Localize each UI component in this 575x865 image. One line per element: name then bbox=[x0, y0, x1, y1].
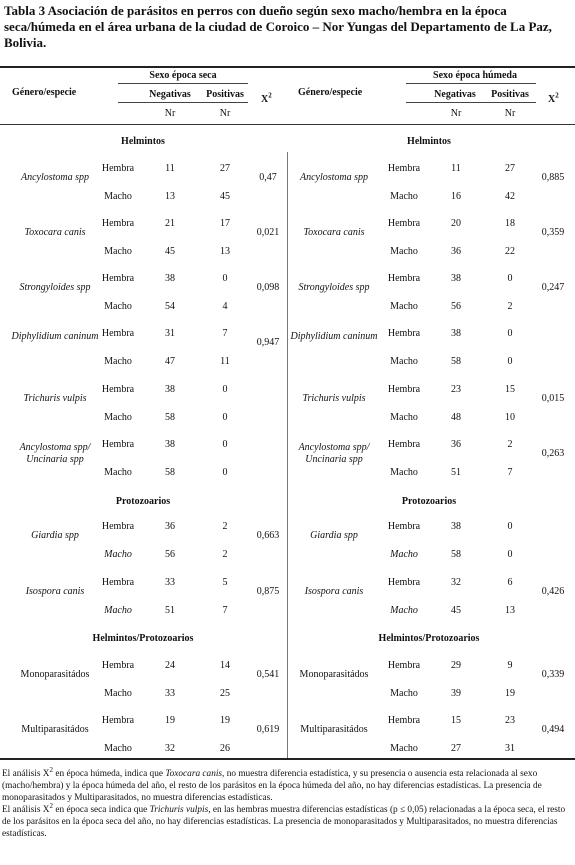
wet-positive-count: 9 bbox=[507, 660, 513, 671]
dry-sex-label: Hembra bbox=[101, 715, 135, 726]
wet-chi-square-value: 0,885 bbox=[541, 172, 565, 183]
wet-negative-count: 15 bbox=[451, 715, 461, 726]
dry-parasite-name: Ancylostoma spp bbox=[20, 172, 90, 183]
dry-negative-count: 54 bbox=[165, 301, 175, 312]
dry-parasite-name: Strongyloides spp bbox=[19, 282, 91, 293]
dry-positive-count: 4 bbox=[222, 301, 228, 312]
dry-sex-label: Macho bbox=[104, 191, 132, 202]
dry-sex-label: Hembra bbox=[101, 328, 135, 339]
wet-sex-label: Macho bbox=[390, 743, 418, 754]
wet-negative-count: 36 bbox=[451, 246, 461, 257]
section-heading-helmintos-right: Helmintos bbox=[407, 136, 451, 147]
nr-header-right-pos: Nr bbox=[504, 108, 516, 119]
wet-chi-square-value: 0,247 bbox=[541, 282, 565, 293]
dry-sex-label: Macho bbox=[104, 467, 132, 478]
wet-sex-label: Hembra bbox=[387, 384, 421, 395]
dry-sex-label: Hembra bbox=[101, 660, 135, 671]
wet-sex-label: Hembra bbox=[387, 660, 421, 671]
dry-positive-count: 19 bbox=[220, 715, 230, 726]
wet-negative-count: 38 bbox=[451, 273, 461, 284]
dry-negative-count: 58 bbox=[165, 412, 175, 423]
dry-negative-count: 38 bbox=[165, 273, 175, 284]
dry-parasite-name: Monoparasitádos bbox=[20, 669, 90, 680]
dry-sex-label: Hembra bbox=[101, 273, 135, 284]
dry-chi-square-value: 0,619 bbox=[256, 724, 280, 735]
dry-chi-square-value: 0,47 bbox=[259, 172, 277, 183]
wet-chi-square-value: 0,494 bbox=[541, 724, 565, 735]
wet-negative-count: 58 bbox=[451, 356, 461, 367]
wet-parasite-name: Strongyloides spp bbox=[298, 282, 370, 293]
wet-positive-count: 19 bbox=[505, 688, 515, 699]
dry-sex-label: Macho bbox=[104, 743, 132, 754]
genus-header-right: Género/especie bbox=[298, 87, 363, 98]
dry-group-underline bbox=[118, 83, 248, 84]
wet-negative-count: 58 bbox=[451, 549, 461, 560]
wet-sex-label: Macho bbox=[390, 605, 418, 616]
x2-header-left: $X^2$ bbox=[261, 91, 272, 105]
dry-negative-count: 24 bbox=[165, 660, 175, 671]
dry-parasite-name: Multiparasitádos bbox=[21, 724, 89, 735]
wet-sex-label: Hembra bbox=[387, 328, 421, 339]
dry-parasite-name: Giardia spp bbox=[31, 530, 79, 541]
wet-sex-label: Macho bbox=[390, 191, 418, 202]
wet-sex-label: Macho bbox=[390, 549, 418, 560]
wet-positive-count: 31 bbox=[505, 743, 515, 754]
dry-negative-count: 45 bbox=[165, 246, 175, 257]
wet-negative-count: 16 bbox=[451, 191, 461, 202]
dry-sex-label: Macho bbox=[104, 549, 132, 560]
header-bottom-rule bbox=[0, 124, 575, 125]
footnote-wet-season: El análisis $X^2$ en época húmeda, indica que Toxocara canis, no muestra diferencia estadística, y su presencia o ausencia esta relacionada al sexo (macho/hembra) y la época húmeda del año, el resto de los parásitos en la época húmeda del año, no hay diferencias estadísticas. La presencia de monoparasitados y Multiparasitados, no muestra diferencias estadísticas. bbox=[2, 765, 542, 803]
wet-positive-count: 27 bbox=[505, 163, 515, 174]
wet-positive-count: 2 bbox=[507, 301, 513, 312]
dry-negative-count: 13 bbox=[165, 191, 175, 202]
dry-negative-count: 36 bbox=[165, 521, 175, 532]
dry-negative-count: 56 bbox=[165, 549, 175, 560]
wet-sex-label: Macho bbox=[390, 356, 418, 367]
dry-parasite-name: Trichuris vulpis bbox=[23, 393, 87, 404]
wet-negative-count: 48 bbox=[451, 412, 461, 423]
dry-positive-count: 13 bbox=[220, 246, 230, 257]
wet-negative-count: 38 bbox=[451, 521, 461, 532]
nr-header-left-pos: Nr bbox=[219, 108, 231, 119]
wet-positive-count: 22 bbox=[505, 246, 515, 257]
column-divider bbox=[287, 152, 288, 758]
wet-sex-label: Macho bbox=[390, 301, 418, 312]
dry-negative-count: 33 bbox=[165, 688, 175, 699]
wet-negative-count: 20 bbox=[451, 218, 461, 229]
genus-header-left: Género/especie bbox=[12, 87, 77, 98]
dry-positive-count: 5 bbox=[222, 577, 228, 588]
dry-positive-count: 45 bbox=[220, 191, 230, 202]
dry-negative-count: 32 bbox=[165, 743, 175, 754]
section-heading-helmintos-left: Helmintos bbox=[121, 136, 165, 147]
wet-negative-count: 23 bbox=[451, 384, 461, 395]
wet-parasite-name: Multiparasitádos bbox=[300, 724, 368, 735]
wet-sex-label: Hembra bbox=[387, 439, 421, 450]
section-heading-protozoarios-left: Protozoarios bbox=[115, 496, 171, 507]
wet-group-underline bbox=[406, 83, 536, 84]
dry-negative-count: 19 bbox=[165, 715, 175, 726]
nr-header-right-neg: Nr bbox=[450, 108, 462, 119]
dry-positive-count: 25 bbox=[220, 688, 230, 699]
neg-header-left: Negativas bbox=[149, 89, 191, 100]
dry-sex-label: Hembra bbox=[101, 577, 135, 588]
wet-sex-label: Hembra bbox=[387, 715, 421, 726]
dry-subheader-underline bbox=[118, 102, 248, 103]
wet-negative-count: 36 bbox=[451, 439, 461, 450]
wet-sex-label: Hembra bbox=[387, 163, 421, 174]
wet-chi-square-value: 0,263 bbox=[541, 448, 565, 459]
dry-chi-square-value: 0,098 bbox=[256, 282, 280, 293]
wet-positive-count: 0 bbox=[507, 521, 513, 532]
dry-positive-count: 0 bbox=[222, 439, 228, 450]
wet-parasite-name: Monoparasitádos bbox=[299, 669, 369, 680]
wet-subheader-underline bbox=[406, 102, 536, 103]
dry-sex-label: Hembra bbox=[101, 439, 135, 450]
dry-negative-count: 31 bbox=[165, 328, 175, 339]
nr-header-left-neg: Nr bbox=[164, 108, 176, 119]
wet-chi-square-value: 0,015 bbox=[541, 393, 565, 404]
wet-negative-count: 29 bbox=[451, 660, 461, 671]
dry-sex-label: Macho bbox=[104, 688, 132, 699]
pos-header-left: Positivas bbox=[206, 89, 244, 100]
footnote-dry-season: El análisis $X^2$ en época seca indica que Trichuris vulpis, en las hembras muestra diferencias estadísticas (p ≤ 0,05) relacionadas a la época seca, el resto de los parásitos en la época seca del año, no hay diferencias estadísticas. La presencia de monoparasitados y Multiparasitados, no muestra diferencias estadísticas. bbox=[2, 801, 566, 839]
table-footnote bbox=[2, 765, 572, 840]
dry-sex-label: Hembra bbox=[101, 163, 135, 174]
wet-parasite-name: Trichuris vulpis bbox=[302, 393, 366, 404]
wet-negative-count: 11 bbox=[451, 163, 461, 174]
dry-parasite-name: Isospora canis bbox=[25, 586, 85, 597]
dry-negative-count: 47 bbox=[165, 356, 175, 367]
dry-sex-label: Macho bbox=[104, 605, 132, 616]
table-title: Tabla 3 Asociación de parásitos en perros con dueño según sexo macho/hembra en la época seca/húmeda en el área urbana de la ciudad de Coroico – Nor Yungas del Departamento de La Paz, Bolivia. bbox=[4, 3, 552, 50]
dry-positive-count: 0 bbox=[222, 467, 228, 478]
wet-sex-label: Hembra bbox=[387, 273, 421, 284]
wet-positive-count: 23 bbox=[505, 715, 515, 726]
dry-positive-count: 0 bbox=[222, 384, 228, 395]
dry-chi-square-value: 0,541 bbox=[256, 669, 280, 680]
dry-positive-count: 2 bbox=[222, 549, 228, 560]
dry-negative-count: 51 bbox=[165, 605, 175, 616]
wet-positive-count: 2 bbox=[507, 439, 513, 450]
dry-chi-square-value: 0,021 bbox=[256, 227, 280, 238]
dry-positive-count: 14 bbox=[220, 660, 230, 671]
dry-sex-label: Hembra bbox=[101, 521, 135, 532]
table-top-rule bbox=[0, 66, 575, 68]
dry-positive-count: 26 bbox=[220, 743, 230, 754]
dry-positive-count: 0 bbox=[222, 273, 228, 284]
dry-chi-square-value: 0,947 bbox=[256, 337, 280, 348]
wet-positive-count: 0 bbox=[507, 273, 513, 284]
wet-positive-count: 10 bbox=[505, 412, 515, 423]
dry-positive-count: 0 bbox=[222, 412, 228, 423]
wet-negative-count: 51 bbox=[451, 467, 461, 478]
wet-positive-count: 42 bbox=[505, 191, 515, 202]
dry-sex-label: Macho bbox=[104, 246, 132, 257]
wet-negative-count: 39 bbox=[451, 688, 461, 699]
section-heading-mixed-right: Helmintos/Protozoarios bbox=[378, 633, 480, 644]
dry-positive-count: 2 bbox=[222, 521, 228, 532]
wet-positive-count: 15 bbox=[505, 384, 515, 395]
wet-sex-label: Hembra bbox=[387, 218, 421, 229]
dry-positive-count: 17 bbox=[220, 218, 230, 229]
table-bottom-rule bbox=[0, 758, 575, 760]
wet-sex-label: Hembra bbox=[387, 521, 421, 532]
dry-parasite-name: Ancylostoma spp/ Uncinaria spp bbox=[19, 442, 91, 465]
dry-positive-count: 7 bbox=[222, 328, 228, 339]
wet-positive-count: 7 bbox=[507, 467, 513, 478]
wet-positive-count: 0 bbox=[507, 549, 513, 560]
wet-season-header: Sexo época húmeda bbox=[433, 70, 517, 81]
dry-chi-square-value: 0,875 bbox=[256, 586, 280, 597]
dry-sex-label: Hembra bbox=[101, 384, 135, 395]
dry-negative-count: 38 bbox=[165, 384, 175, 395]
section-heading-mixed-left: Helmintos/Protozoarios bbox=[92, 633, 194, 644]
wet-sex-label: Macho bbox=[390, 246, 418, 257]
wet-positive-count: 6 bbox=[507, 577, 513, 588]
dry-negative-count: 38 bbox=[165, 439, 175, 450]
pos-header-right: Positivas bbox=[491, 89, 529, 100]
dry-positive-count: 7 bbox=[222, 605, 228, 616]
wet-sex-label: Macho bbox=[390, 467, 418, 478]
dry-sex-label: Hembra bbox=[101, 218, 135, 229]
dry-positive-count: 27 bbox=[220, 163, 230, 174]
wet-parasite-name: Ancylostoma spp/ Uncinaria spp bbox=[298, 442, 370, 465]
dry-negative-count: 58 bbox=[165, 467, 175, 478]
dry-chi-square-value: 0,663 bbox=[256, 530, 280, 541]
dry-negative-count: 11 bbox=[165, 163, 175, 174]
wet-sex-label: Macho bbox=[390, 688, 418, 699]
dry-sex-label: Macho bbox=[104, 412, 132, 423]
wet-chi-square-value: 0,339 bbox=[541, 669, 565, 680]
wet-sex-label: Macho bbox=[390, 412, 418, 423]
dry-negative-count: 21 bbox=[165, 218, 175, 229]
section-heading-protozoarios-right: Protozoarios bbox=[401, 496, 457, 507]
wet-parasite-name: Giardia spp bbox=[310, 530, 358, 541]
wet-parasite-name: Diphylidium caninum bbox=[290, 331, 378, 342]
wet-sex-label: Hembra bbox=[387, 577, 421, 588]
wet-parasite-name: Ancylostoma spp bbox=[299, 172, 369, 183]
neg-header-right: Negativas bbox=[434, 89, 476, 100]
wet-parasite-name: Toxocara canis bbox=[303, 227, 365, 238]
wet-negative-count: 56 bbox=[451, 301, 461, 312]
wet-positive-count: 0 bbox=[507, 328, 513, 339]
wet-parasite-name: Isospora canis bbox=[304, 586, 364, 597]
dry-sex-label: Macho bbox=[104, 356, 132, 367]
wet-positive-count: 13 bbox=[505, 605, 515, 616]
wet-positive-count: 0 bbox=[507, 356, 513, 367]
dry-season-header: Sexo época seca bbox=[149, 70, 217, 81]
wet-negative-count: 32 bbox=[451, 577, 461, 588]
wet-negative-count: 45 bbox=[451, 605, 461, 616]
dry-negative-count: 33 bbox=[165, 577, 175, 588]
wet-chi-square-value: 0,426 bbox=[541, 586, 565, 597]
dry-sex-label: Macho bbox=[104, 301, 132, 312]
wet-chi-square-value: 0,359 bbox=[541, 227, 565, 238]
dry-positive-count: 11 bbox=[220, 356, 230, 367]
dry-parasite-name: Toxocara canis bbox=[24, 227, 86, 238]
wet-positive-count: 18 bbox=[505, 218, 515, 229]
dry-parasite-name: Diphylidium caninum bbox=[11, 331, 99, 342]
wet-negative-count: 27 bbox=[451, 743, 461, 754]
wet-negative-count: 38 bbox=[451, 328, 461, 339]
x2-header-right: $X^2$ bbox=[548, 91, 559, 105]
